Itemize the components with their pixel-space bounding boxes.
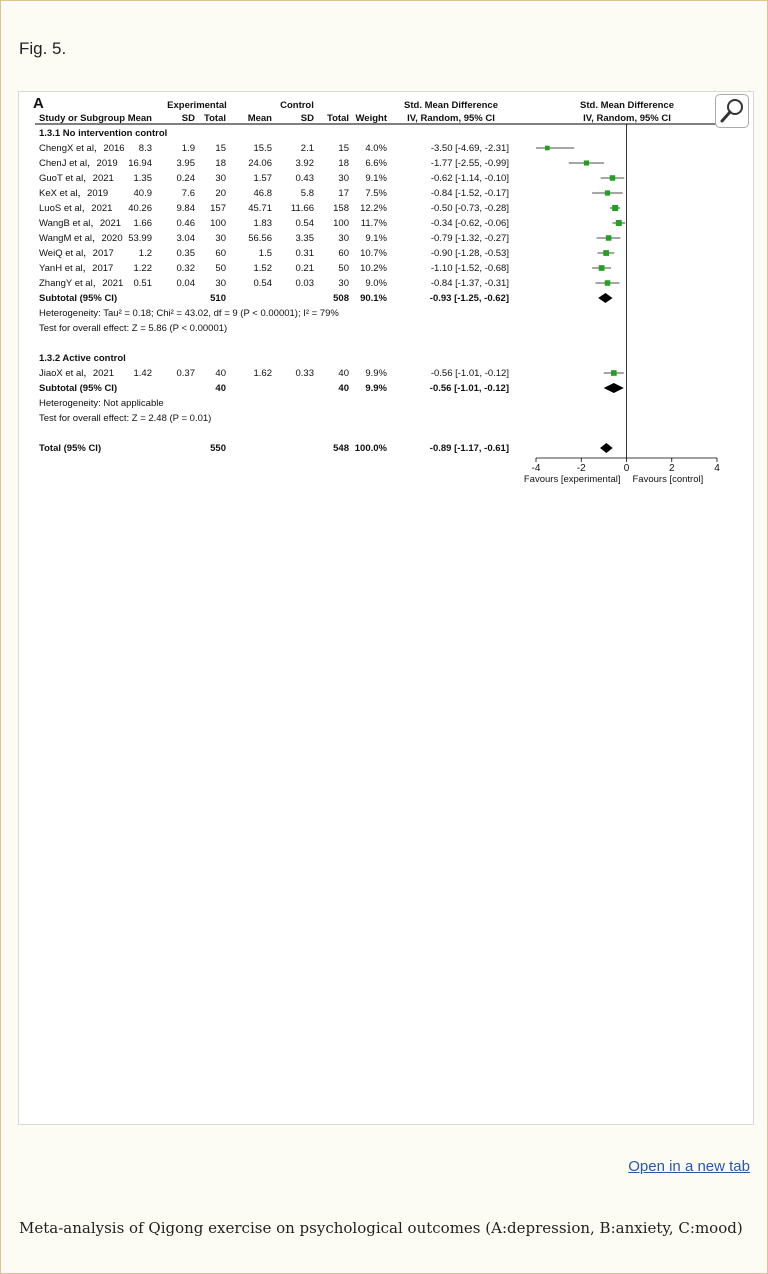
study-n-ctrl: 50 <box>338 263 349 274</box>
heterogeneity-note: Heterogeneity: Not applicable <box>39 398 164 409</box>
col-mean-ctrl: Mean <box>247 113 272 124</box>
study-sd-ctrl: 0.31 <box>295 248 314 259</box>
col-study: Study or Subgroup <box>39 113 126 124</box>
study-sd-ctrl: 0.03 <box>295 278 314 289</box>
study-sd-exp: 9.84 <box>176 203 195 214</box>
study-ci: -0.50 [-0.73, -0.28] <box>430 203 509 214</box>
study-name: GuoT et al，2021 <box>39 173 114 184</box>
point-estimate <box>612 205 618 211</box>
study-name: ChengX et al，2016 <box>39 143 125 154</box>
study-name: KeX et al，2019 <box>39 188 109 199</box>
subtotal-diamond <box>598 293 612 303</box>
study-sd-ctrl: 0.21 <box>295 263 314 274</box>
study-mean-exp: 8.3 <box>138 143 152 154</box>
subtotal-weight: 9.9% <box>365 383 387 394</box>
figure-label: Fig. 5. <box>19 39 67 58</box>
col-total-ctrl: Total <box>327 113 349 124</box>
study-sd-exp: 0.32 <box>176 263 195 274</box>
study-sd-ctrl: 0.33 <box>295 368 314 379</box>
total-diamond <box>600 443 613 453</box>
subtotal-weight: 90.1% <box>360 293 387 304</box>
total-n-ctrl: 548 <box>333 443 349 454</box>
heterogeneity-note: Test for overall effect: Z = 5.86 (P < 0.00001) <box>39 323 228 334</box>
heterogeneity-note: Test for overall effect: Z = 2.48 (P = 0.01) <box>39 413 212 424</box>
study-ci: -0.34 [-0.62, -0.06] <box>430 218 509 229</box>
group-title: 1.3.2 Active control <box>39 353 126 364</box>
point-estimate <box>584 160 589 165</box>
study-n-exp: 20 <box>215 188 226 199</box>
study-mean-ctrl: 1.57 <box>253 173 272 184</box>
panel-letter: A <box>33 95 44 112</box>
study-weight: 7.5% <box>365 188 387 199</box>
tick-label: 0 <box>623 463 630 474</box>
heterogeneity-note: Heterogeneity: Tau² = 0.18; Chi² = 43.02, df = 9 (P < 0.00001); I² = 79% <box>39 308 339 319</box>
col-sd-ctrl: SD <box>300 113 314 124</box>
study-mean-exp: 1.42 <box>133 368 152 379</box>
study-n-ctrl: 40 <box>338 368 349 379</box>
study-n-ctrl: 18 <box>338 158 349 169</box>
study-ci: -3.50 [-4.69, -2.31] <box>430 143 509 154</box>
study-n-exp: 100 <box>210 218 226 229</box>
study-weight: 9.9% <box>365 368 387 379</box>
study-sd-ctrl: 2.1 <box>300 143 314 154</box>
study-sd-exp: 7.6 <box>181 188 195 199</box>
study-mean-ctrl: 56.56 <box>248 233 272 244</box>
subtotal-label: Subtotal (95% CI) <box>39 383 118 394</box>
total-weight: 100.0% <box>354 443 387 454</box>
group-title: 1.3.1 No intervention control <box>39 128 168 139</box>
study-mean-ctrl: 15.5 <box>253 143 272 154</box>
subtotal-n-exp: 510 <box>210 293 226 304</box>
study-mean-exp: 1.22 <box>133 263 152 274</box>
study-mean-ctrl: 0.54 <box>253 278 272 289</box>
study-ci: -0.90 [-1.28, -0.53] <box>430 248 509 259</box>
study-sd-exp: 1.9 <box>181 143 195 154</box>
study-n-ctrl: 30 <box>338 173 349 184</box>
open-in-new-tab-link[interactable]: Open in a new tab <box>628 1158 750 1175</box>
study-n-ctrl: 100 <box>333 218 349 229</box>
point-estimate <box>545 146 550 151</box>
study-sd-exp: 0.24 <box>176 173 195 184</box>
point-estimate <box>610 175 616 181</box>
study-sd-exp: 0.04 <box>176 278 195 289</box>
study-n-ctrl: 30 <box>338 278 349 289</box>
study-mean-ctrl: 1.83 <box>253 218 272 229</box>
study-mean-exp: 1.35 <box>133 173 152 184</box>
study-ci: -0.84 [-1.37, -0.31] <box>430 278 509 289</box>
study-weight: 11.7% <box>360 218 387 229</box>
study-n-exp: 50 <box>215 263 226 274</box>
col-method-plot: IV, Random, 95% CI <box>583 113 671 124</box>
study-weight: 6.6% <box>365 158 387 169</box>
study-mean-exp: 0.51 <box>133 278 152 289</box>
study-n-ctrl: 17 <box>338 188 349 199</box>
study-n-exp: 18 <box>215 158 226 169</box>
subtotal-ci: -0.56 [-1.01, -0.12] <box>429 383 509 394</box>
study-weight: 9.1% <box>365 233 387 244</box>
point-estimate <box>603 250 609 256</box>
study-ci: -0.84 [-1.52, -0.17] <box>430 188 509 199</box>
subtotal-n-ctrl: 40 <box>338 383 349 394</box>
zoom-button[interactable] <box>715 94 749 128</box>
subtotal-ci: -0.93 [-1.25, -0.62] <box>429 293 509 304</box>
favours-experimental: Favours [experimental] <box>523 474 621 485</box>
forest-plots-svg <box>19 92 753 1124</box>
study-name: WangB et al，2021 <box>39 218 122 229</box>
subtotal-label: Subtotal (95% CI) <box>39 293 118 304</box>
study-ci: -1.77 [-2.55, -0.99] <box>430 158 509 169</box>
study-name: ZhangY et al，2021 <box>39 278 124 289</box>
study-n-exp: 40 <box>215 368 226 379</box>
study-sd-ctrl: 11.66 <box>290 203 314 214</box>
study-weight: 10.2% <box>360 263 387 274</box>
col-sd-exp: SD <box>181 113 195 124</box>
col-weight: Weight <box>355 113 387 124</box>
study-mean-exp: 1.66 <box>133 218 152 229</box>
col-method: IV, Random, 95% CI <box>407 113 495 124</box>
figure-caption: Meta-analysis of Qigong exercise on psychological outcomes (A:depression, B:anxiety, C:mood) <box>19 1219 743 1237</box>
study-sd-ctrl: 3.35 <box>295 233 314 244</box>
study-mean-exp: 53.99 <box>128 233 152 244</box>
study-mean-ctrl: 24.06 <box>248 158 272 169</box>
total-ci: -0.89 [-1.17, -0.61] <box>429 443 509 454</box>
study-sd-exp: 0.37 <box>176 368 195 379</box>
study-mean-ctrl: 46.8 <box>253 188 272 199</box>
favours-control: Favours [control] <box>632 474 704 485</box>
point-estimate <box>605 280 611 286</box>
study-n-exp: 30 <box>215 278 226 289</box>
study-sd-exp: 3.95 <box>176 158 195 169</box>
study-ci: -0.62 [-1.14, -0.10] <box>430 173 509 184</box>
study-mean-ctrl: 45.71 <box>248 203 272 214</box>
study-n-ctrl: 15 <box>338 143 349 154</box>
study-n-exp: 15 <box>215 143 226 154</box>
col-effect: Std. Mean Difference <box>404 100 498 111</box>
study-mean-exp: 16.94 <box>128 158 152 169</box>
study-n-ctrl: 30 <box>338 233 349 244</box>
point-estimate <box>606 235 612 241</box>
study-name: WeiQ et al，2017 <box>39 248 114 259</box>
total-label: Total (95% CI) <box>39 443 102 454</box>
study-name: YanH et al，2017 <box>39 263 114 274</box>
study-name: WangM et al，2020 <box>39 233 123 244</box>
study-n-exp: 30 <box>215 173 226 184</box>
tick-label: 2 <box>668 463 675 474</box>
study-weight: 9.0% <box>365 278 387 289</box>
point-estimate <box>611 370 617 376</box>
study-weight: 9.1% <box>365 173 387 184</box>
study-sd-ctrl: 0.43 <box>295 173 314 184</box>
study-mean-exp: 40.9 <box>133 188 152 199</box>
study-sd-ctrl: 0.54 <box>295 218 314 229</box>
tick-label: -2 <box>576 463 586 474</box>
study-mean-exp: 40.26 <box>128 203 152 214</box>
col-experimental: Experimental <box>167 100 227 111</box>
study-n-ctrl: 158 <box>333 203 349 214</box>
subtotal-n-exp: 40 <box>215 383 226 394</box>
study-mean-ctrl: 1.62 <box>253 368 272 379</box>
study-sd-exp: 0.35 <box>176 248 195 259</box>
study-sd-ctrl: 5.8 <box>300 188 314 199</box>
forest-plot-figure <box>18 91 754 1125</box>
study-weight: 4.0% <box>365 143 387 154</box>
point-estimate <box>599 265 605 271</box>
subtotal-diamond <box>604 383 624 393</box>
magnifier-icon <box>716 95 748 127</box>
study-ci: -1.10 [-1.52, -0.68] <box>430 263 509 274</box>
study-sd-exp: 0.46 <box>176 218 195 229</box>
study-name: ChenJ et al，2019 <box>39 158 118 169</box>
study-n-exp: 157 <box>210 203 226 214</box>
point-estimate <box>616 220 622 226</box>
study-mean-ctrl: 1.52 <box>253 263 272 274</box>
study-name: LuoS et al，2021 <box>39 203 113 214</box>
col-effect-plot: Std. Mean Difference <box>580 100 674 111</box>
col-control: Control <box>280 100 314 111</box>
study-ci: -0.79 [-1.32, -0.27] <box>430 233 509 244</box>
study-name: JiaoX et al，2021 <box>39 368 114 379</box>
study-sd-exp: 3.04 <box>176 233 195 244</box>
study-n-ctrl: 60 <box>338 248 349 259</box>
study-mean-exp: 1.2 <box>138 248 152 259</box>
study-ci: -0.56 [-1.01, -0.12] <box>430 368 509 379</box>
point-estimate <box>605 190 610 195</box>
study-n-exp: 30 <box>215 233 226 244</box>
study-mean-ctrl: 1.5 <box>258 248 272 259</box>
tick-label: -4 <box>531 463 541 474</box>
total-n-exp: 550 <box>210 443 226 454</box>
subtotal-n-ctrl: 508 <box>333 293 349 304</box>
col-total-exp: Total <box>204 113 226 124</box>
col-mean-exp: Mean <box>127 113 152 124</box>
study-weight: 12.2% <box>360 203 387 214</box>
tick-label: 4 <box>714 463 720 474</box>
study-weight: 10.7% <box>360 248 387 259</box>
study-n-exp: 60 <box>215 248 226 259</box>
study-sd-ctrl: 3.92 <box>295 158 314 169</box>
